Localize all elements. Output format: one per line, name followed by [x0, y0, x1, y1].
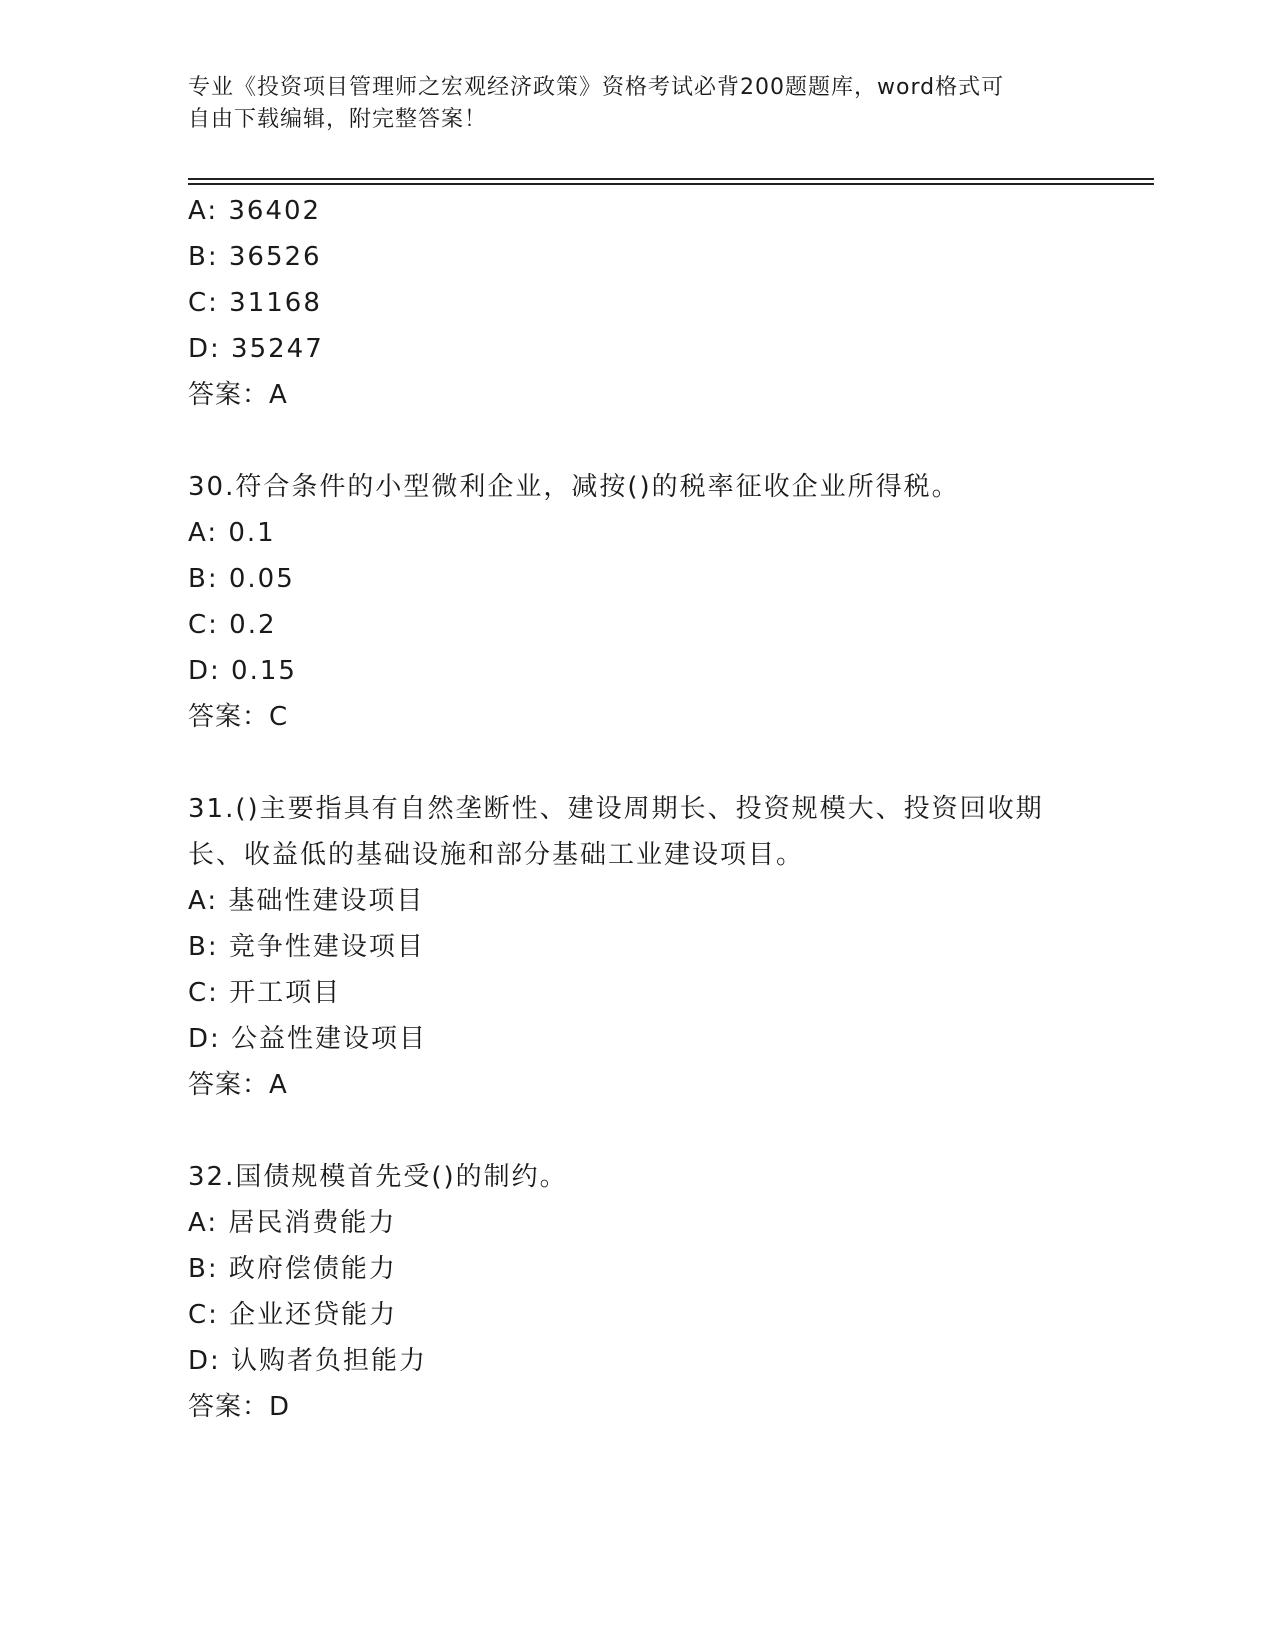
header-title-line-1: 专业《投资项目管理师之宏观经济政策》资格考试必背200题题库，word格式可 — [188, 75, 1005, 100]
answer-line: 答案：A — [188, 1070, 288, 1100]
header-rule-top — [188, 178, 1154, 180]
option-d: D: 认购者负担能力 — [188, 1346, 428, 1376]
option-a: A: 36402 — [188, 196, 322, 226]
option-d: D: 公益性建设项目 — [188, 1024, 428, 1054]
question-block-prev — [188, 188, 1168, 418]
option-d: D: 35247 — [188, 334, 324, 364]
option-c: C: 31168 — [188, 288, 322, 318]
question-list — [188, 188, 1168, 1430]
answer-line: 答案：A — [188, 380, 288, 410]
spacer — [188, 418, 1168, 464]
option-c: C: 开工项目 — [188, 978, 342, 1008]
document-header — [188, 72, 1088, 136]
question-stem: 32.国债规模首先受()的制约。 — [188, 1162, 568, 1192]
question-stem-line-1: 31.()主要指具有自然垄断性、建设周期长、投资规模大、投资回收期 — [188, 794, 1044, 824]
header-rule-bottom — [188, 183, 1154, 185]
answer-line: 答案：D — [188, 1392, 291, 1422]
option-d: D: 0.15 — [188, 656, 297, 686]
option-c: C: 企业还贷能力 — [188, 1300, 398, 1330]
question-block-32 — [188, 1154, 1168, 1430]
option-b: B: 竞争性建设项目 — [188, 932, 425, 962]
option-a: A: 0.1 — [188, 518, 276, 548]
option-b: B: 36526 — [188, 242, 322, 272]
option-a: A: 居民消费能力 — [188, 1208, 397, 1238]
answer-line: 答案：C — [188, 702, 289, 732]
question-stem-line-2: 长、收益低的基础设施和部分基础工业建设项目。 — [188, 840, 805, 870]
question-block-30 — [188, 464, 1168, 740]
question-block-31 — [188, 786, 1168, 1108]
option-b: B: 政府偿债能力 — [188, 1254, 397, 1284]
header-title-line-2: 自由下载编辑，附完整答案！ — [188, 107, 488, 132]
question-stem: 30.符合条件的小型微利企业，减按()的税率征收企业所得税。 — [188, 472, 960, 502]
spacer — [188, 740, 1168, 786]
option-c: C: 0.2 — [188, 610, 277, 640]
option-a: A: 基础性建设项目 — [188, 886, 425, 916]
spacer — [188, 1108, 1168, 1154]
option-b: B: 0.05 — [188, 564, 295, 594]
